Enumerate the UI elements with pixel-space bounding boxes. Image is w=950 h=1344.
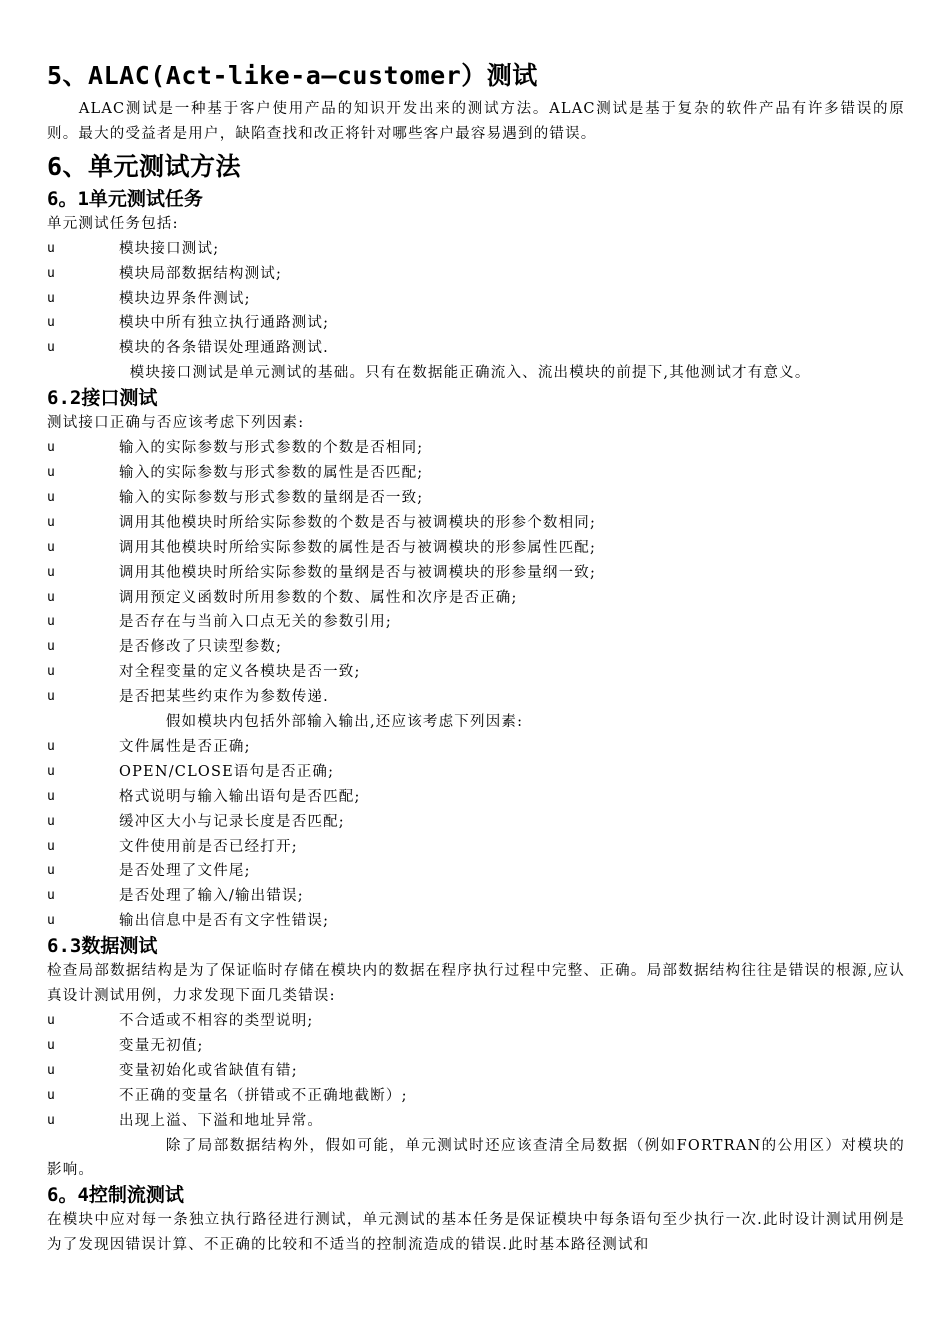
bullet-mark: u	[47, 340, 55, 356]
list-item-text: 输入的实际参数与形式参数的属性是否匹配;	[119, 464, 424, 481]
list-item	[47, 909, 905, 934]
bullet-mark: u	[47, 614, 55, 630]
list-item	[47, 810, 905, 835]
bullet-mark: u	[47, 863, 55, 879]
list-item	[47, 262, 905, 287]
bullet-mark: u	[47, 813, 55, 829]
list-item	[47, 735, 905, 760]
bullet-mark: u	[47, 464, 55, 480]
list-item	[47, 461, 905, 486]
paragraph-6-3-intro: 检查局部数据结构是为了保证临时存储在模块内的数据在程序执行过程中完整、正确。局部数据结构往往是错误的根源,应认真设计测试用例，力求发现下面几类错误:	[47, 963, 905, 1005]
paragraph-6-3-after: 除了局部数据结构外，假如可能，单元测试时还应该查清全局数据（例如FORTRAN的公用区）对模块的影响。	[47, 1137, 905, 1179]
list-item	[47, 760, 905, 785]
list-item-text: 出现上溢、下溢和地址异常。	[119, 1112, 324, 1129]
list-item-text: 调用其他模块时所给实际参数的量纲是否与被调模块的形参量纲一致;	[119, 564, 597, 581]
list-item	[47, 835, 905, 860]
heading-section-6: 6、单元测试方法	[47, 151, 242, 181]
list-item-text: 文件属性是否正确;	[119, 738, 251, 755]
bullet-mark: u	[47, 440, 55, 456]
paragraph-6-2-intro: 测试接口正确与否应该考虑下列因素:	[47, 415, 305, 432]
bullet-mark: u	[47, 788, 55, 804]
bullet-mark: u	[47, 639, 55, 655]
heading-section-5: 5、ALAC(Act-like-a—customer）测试	[47, 61, 538, 90]
list-item	[47, 635, 905, 660]
list-item	[47, 785, 905, 810]
list-item-text: 调用其他模块时所给实际参数的属性是否与被调模块的形参属性匹配;	[119, 539, 597, 556]
bullet-mark: u	[47, 1037, 55, 1053]
bullet-mark: u	[47, 838, 55, 854]
list-item-text: 变量无初值;	[119, 1037, 204, 1054]
bullet-mark: u	[47, 315, 55, 331]
list-item-text: 是否处理了文件尾;	[119, 863, 251, 880]
bullet-mark: u	[47, 738, 55, 754]
list-item-text: 是否存在与当前入口点无关的参数引用;	[119, 614, 392, 631]
list-item-text: 变量初始化或省缺值有错;	[119, 1062, 298, 1079]
list-item-text: 是否处理了输入/输出错误;	[119, 888, 304, 905]
paragraph-6-1-intro: 单元测试任务包括:	[47, 215, 179, 232]
list-item-text: 是否把某些约束作为参数传递.	[119, 689, 329, 706]
document-page	[47, 58, 905, 1258]
list-item	[47, 336, 905, 361]
bullet-mark: u	[47, 664, 55, 680]
paragraph-6-2-mid: 假如模块内包括外部输入输出,还应该考虑下列因素:	[165, 714, 524, 731]
bullet-mark: u	[47, 1013, 55, 1028]
list-item	[47, 536, 905, 561]
list-item	[47, 1059, 905, 1084]
list-item-text: 格式说明与输入输出语句是否匹配;	[119, 788, 361, 805]
list-item-text: 不合适或不相容的类型说明;	[119, 1013, 314, 1029]
list-item	[47, 1009, 905, 1034]
bullet-mark: u	[47, 564, 55, 580]
list-item	[47, 859, 905, 884]
heading-section-6-2: 6.2接口测试	[47, 387, 158, 410]
bullet-mark: u	[47, 763, 55, 779]
list-item-text: 输出信息中是否有文字性错误;	[119, 913, 330, 930]
list-item	[47, 610, 905, 635]
bullet-mark: u	[47, 240, 55, 256]
bullet-mark: u	[47, 265, 55, 281]
bullet-mark: u	[47, 1112, 55, 1128]
list-item	[47, 1034, 905, 1059]
list-item	[47, 436, 905, 461]
list-item	[47, 1084, 905, 1109]
bullet-mark: u	[47, 913, 55, 929]
bullet-mark: u	[47, 514, 55, 530]
list-item	[47, 884, 905, 909]
list-6-3	[47, 1009, 905, 1134]
list-item	[47, 311, 905, 336]
list-item-text: 输入的实际参数与形式参数的量纲是否一致;	[119, 489, 424, 506]
list-item-text: 缓冲区大小与记录长度是否匹配;	[119, 813, 345, 830]
paragraph-6-4: 在模块中应对每一条独立执行路径进行测试，单元测试的基本任务是保证模块中每条语句至少执行一次.此时设计测试用例是为了发现因错误计算、不正确的比较和不适当的控制流造成的错误.此时基本路径测试和	[47, 1212, 905, 1254]
heading-section-6-4: 6。4控制流测试	[47, 1184, 184, 1207]
list-item-text: 模块中所有独立执行通路测试;	[119, 315, 330, 332]
paragraph-6-1-after: 模块接口测试是单元测试的基础。只有在数据能正确流入、流出模块的前提下,其他测试才有意义。	[129, 365, 811, 382]
list-item-text: 模块局部数据结构测试;	[119, 265, 283, 282]
heading-section-6-1: 6。1单元测试任务	[47, 187, 203, 210]
list-item-text: 模块边界条件测试;	[119, 290, 251, 307]
list-item-text: 调用其他模块时所给实际参数的个数是否与被调模块的形参个数相同;	[119, 514, 597, 531]
list-6-1	[47, 237, 905, 362]
list-item	[47, 561, 905, 586]
list-6-2	[47, 436, 905, 710]
list-item	[47, 511, 905, 536]
bullet-mark: u	[47, 1087, 55, 1103]
list-item-text: 是否修改了只读型参数;	[119, 639, 283, 656]
list-item	[47, 586, 905, 611]
list-item-text: 调用预定义函数时所用参数的个数、属性和次序是否正确;	[119, 589, 518, 606]
list-item-text: OPEN/CLOSE语句是否正确;	[119, 763, 335, 780]
list-item	[47, 486, 905, 511]
list-item	[47, 660, 905, 685]
list-item-text: 输入的实际参数与形式参数的个数是否相同;	[119, 440, 424, 457]
list-item-text: 模块的各条错误处理通路测试.	[119, 340, 329, 357]
list-item-text: 模块接口测试;	[119, 240, 220, 257]
bullet-mark: u	[47, 689, 55, 705]
list-item-text: 对全程变量的定义各模块是否一致;	[119, 664, 361, 681]
bullet-mark: u	[47, 589, 55, 605]
heading-section-6-3: 6.3数据测试	[47, 935, 158, 958]
list-item	[47, 237, 905, 262]
bullet-mark: u	[47, 290, 55, 306]
bullet-mark: u	[47, 539, 55, 555]
paragraph-alac: ALAC测试是一种基于客户使用产品的知识开发出来的测试方法。ALAC测试是基于复杂的软件产品有许多错误的原则。最大的受益者是用户，缺陷查找和改正将针对哪些客户最容易遇到的错误。	[47, 101, 905, 142]
list-item	[47, 1109, 905, 1134]
list-item-text: 文件使用前是否已经打开;	[119, 838, 298, 855]
list-item-text: 不正确的变量名（拼错或不正确地截断）;	[119, 1087, 408, 1104]
bullet-mark: u	[47, 888, 55, 904]
list-item	[47, 685, 905, 710]
bullet-mark: u	[47, 1062, 55, 1078]
bullet-mark: u	[47, 489, 55, 505]
list-6-2-io	[47, 735, 905, 934]
list-item	[47, 287, 905, 312]
